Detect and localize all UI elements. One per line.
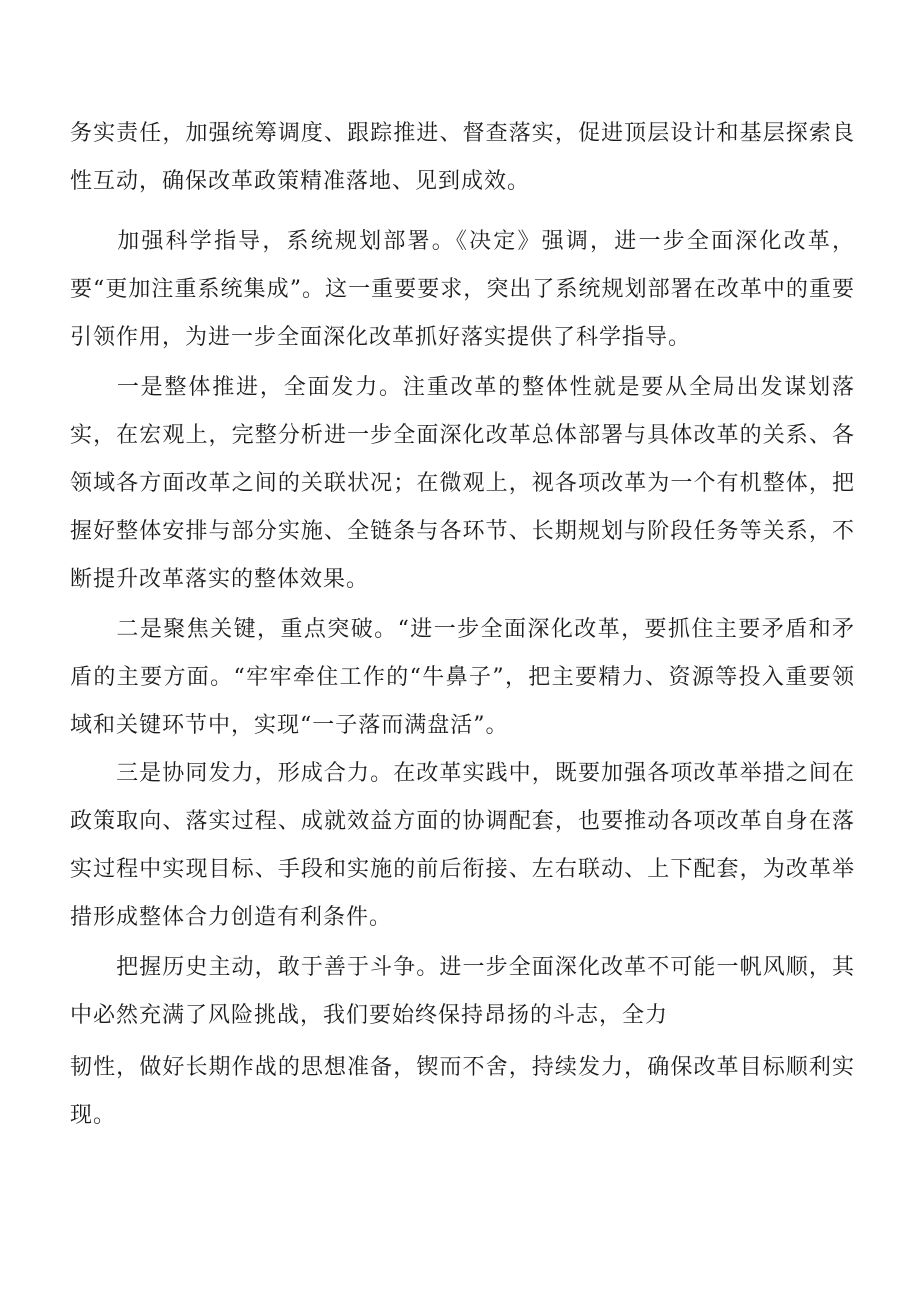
paragraph-text: 把握历史主动，敢于善于斗争。进一步全面深化改革不可能一帆风顺，其中必然充满了风险挑战，我们要始终保持昂扬的斗志，全力 [70, 955, 855, 1028]
paragraph-focus-key [70, 606, 855, 750]
paragraph-historical-initiative [70, 944, 855, 1040]
paragraph-text: 加强科学指导，系统规划部署。《决定》强调，进一步全面深化改革，要“更加注重系统集成”。这一重要要求，突出了系统规划部署在改革中的重要引领作用，为进一步全面深化改革抓好落实提供了科学指导。 [70, 229, 855, 350]
paragraph-resilience [70, 1044, 855, 1140]
paragraph-text: 一是整体推进，全面发力。注重改革的整体性就是要从全局出发谋划落实，在宏观上，完整分析进一步全面深化改革总体部署与具体改革的关系、各领域各方面改革之间的关联状况；在微观上，视各项改革为一个有机整体，把握好整体安排与部分实施、全链条与各环节、长期规划与阶段任务等关系，不断提升改革落实的整体效果。 [70, 375, 855, 592]
paragraph-text: 务实责任，加强统筹调度、跟踪推进、督查落实，促进顶层设计和基层探索良性互动，确保改革政策精准落地、见到成效。 [70, 121, 855, 194]
paragraph-continuation [70, 110, 855, 206]
paragraph-coordinated-effort [70, 750, 855, 942]
paragraph-overall-advance [70, 364, 855, 604]
paragraph-text: 韧性，做好长期作战的思想准备，锲而不舍，持续发力，确保改革目标顺利实现。 [70, 1055, 855, 1128]
paragraph-text: 三是协同发力，形成合力。在改革实践中，既要加强各项改革举措之间在政策取向、落实过程、成就效益方面的协调配套，也要推动各项改革自身在落实过程中实现目标、手段和实施的前后衔接、左右联动、上下配套，为改革举措形成整体合力创造有利条件。 [70, 761, 855, 930]
paragraph-text: 二是聚焦关键，重点突破。“进一步全面深化改革，要抓住主要矛盾和矛盾的主要方面。“牢牢牵住工作的“牛鼻子”，把主要精力、资源等投入重要领域和关键环节中，实现“一子落而满盘活”。 [70, 617, 855, 738]
paragraph-scientific-guidance [70, 218, 855, 362]
